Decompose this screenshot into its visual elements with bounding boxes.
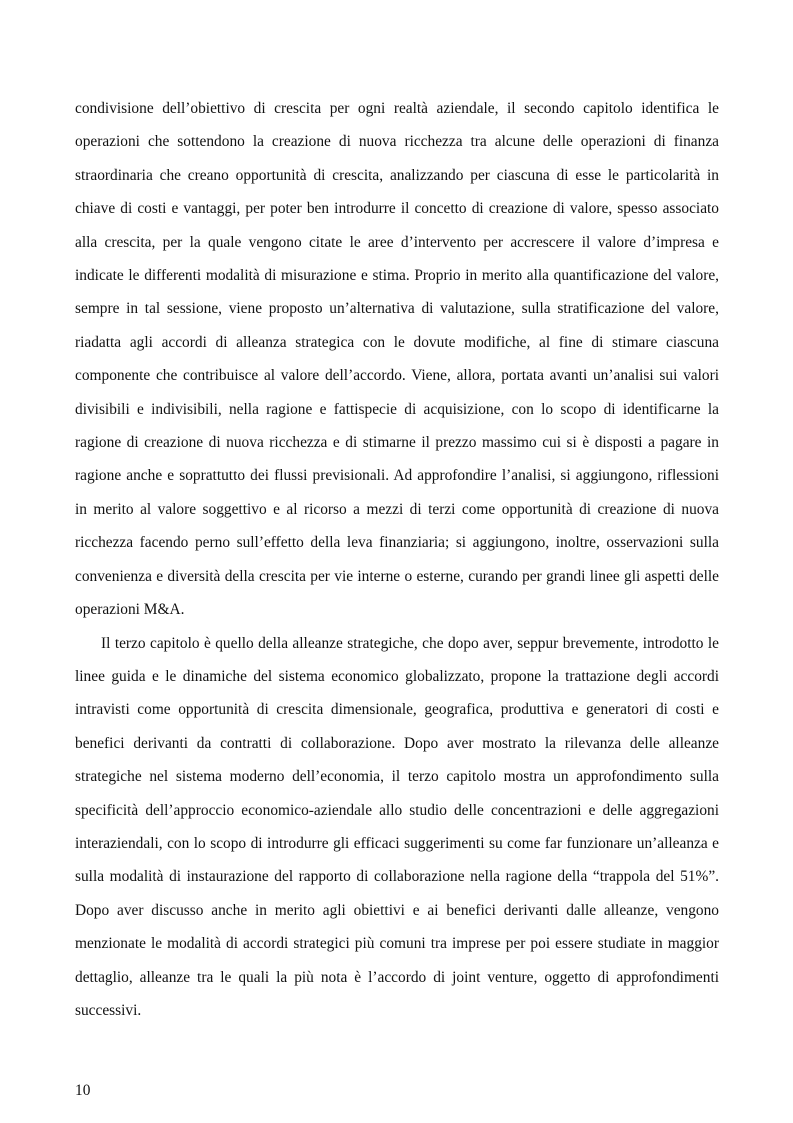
paragraph-third-chapter: Il terzo capitolo è quello della alleanze strategiche, che dopo aver, seppur brevemente, introdotto le linee guida e le dinamiche del sistema economico globalizzato, propone la trattazione degli accordi intravisti come opportunità di crescita dimensionale, geografica, produttiva e generatori di costi e benefici derivanti da contratti di collaborazione. Dopo aver mostrato la rilevanza delle alleanze strategiche nel sistema moderno dell’economia, il terzo capitolo mostra un approfondimento sulla specificità dell’approccio economico-aziendale allo studio delle concentrazioni e delle aggregazioni interaziendali, con lo scopo di introdurre gli efficaci suggerimenti su come far funzionare un’alleanza e sulla modalità di instaurazione del rapporto di collaborazione nella ragione della “trappola del 51%”. Dopo aver discusso anche in merito agli obiettivi e ai benefici derivanti dalle alleanze, vengono menzionate le modalità di accordi strategici più comuni tra imprese per poi essere studiate in maggior dettaglio, alleanze tra le quali la più nota è l’accordo di joint venture, oggetto di approfondimenti successivi. (75, 634, 719, 1019)
body-text (75, 92, 719, 1027)
paragraph-continuation: condivisione dell’obiettivo di crescita per ogni realtà aziendale, il secondo capitolo identifica le operazioni che sottendono la creazione di nuova ricchezza tra alcune delle operazioni di finanza straordinaria che creano opportunità di crescita, analizzando per ciascuna di esse le particolarità in chiave di costi e vantaggi, per poter ben introdurre il concetto di creazione di valore, spesso associato alla crescita, per la quale vengono citate le aree d’intervento per accrescere il valore d’impresa e indicate le differenti modalità di misurazione e stima. Proprio in merito alla quantificazione del valore, sempre in tal sessione, viene proposto un’alternativa di valutazione, sulla stratificazione del valore, riadatta agli accordi di alleanza strategica con le dovute modifiche, al fine di stimare ciascuna componente che contribuisce al valore dell’accordo. Viene, allora, portata avanti un’analisi sui valori divisibili e indivisibili, nella ragione e fattispecie di acquisizione, con lo scopo di identificarne la ragione di creazione di nuova ricchezza e di stimarne il prezzo massimo cui si è disposti a pagare in ragione anche e soprattutto dei flussi previsionali. Ad approfondire l’analisi, si aggiungono, riflessioni in merito al valore soggettivo e al ricorso a mezzi di terzi come opportunità di creazione di nuova ricchezza facendo perno sull’effetto della leva finanziaria; si aggiungono, inoltre, osservazioni sulla convenienza e diversità della crescita per vie interne o esterne, curando per grandi linee gli aspetti delle operazioni M&A. (75, 100, 719, 619)
page-number: 10 (75, 1082, 91, 1099)
